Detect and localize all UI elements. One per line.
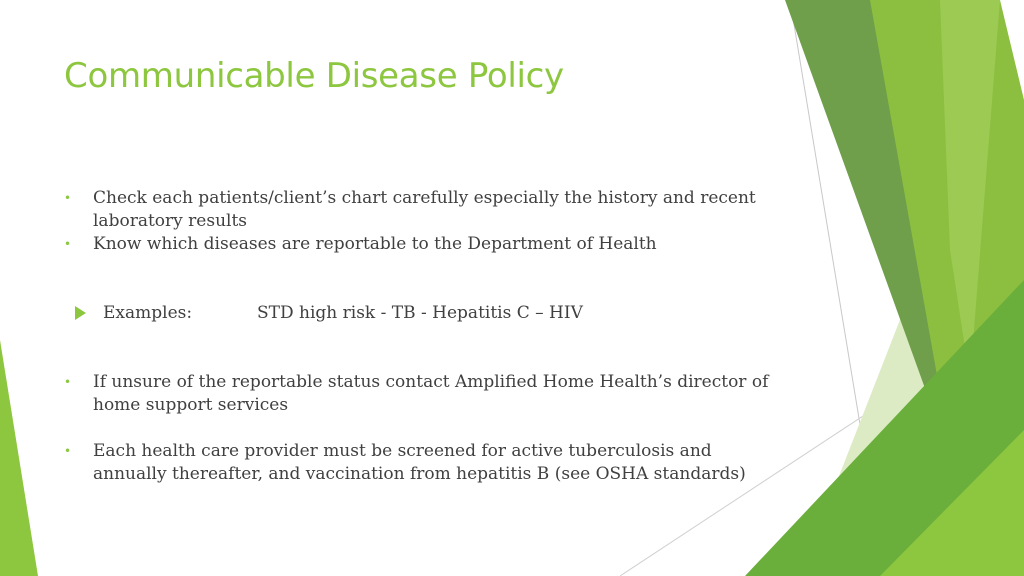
arrow-bullet-icon (75, 306, 86, 320)
examples-value: STD high risk - TB - Hepatitis C – HIV (257, 303, 583, 323)
bullet-text: Each health care provider must be screened for active tuberculosis and annually thereafter, and vaccination from hepatitis B (see OSHA standards) (93, 441, 746, 484)
bullet-item (64, 233, 773, 256)
slide-title: Communicable Disease Policy (64, 56, 564, 96)
bullet-icon: • (64, 444, 72, 458)
examples-label: Examples: (103, 303, 193, 323)
bullet-item (64, 440, 773, 486)
bullet-item (64, 187, 773, 233)
decor-shape-left (0, 340, 38, 576)
bullet-icon: • (64, 191, 72, 205)
bullet-item (64, 371, 773, 417)
bullet-icon: • (64, 375, 72, 389)
bullet-text: Know which diseases are reportable to the Department of Health (93, 234, 657, 254)
bullet-icon: • (64, 237, 72, 251)
bullet-text: If unsure of the reportable status contact Amplified Home Health’s director of home support services (93, 372, 769, 415)
bullet-text: Check each patients/client’s chart carefully especially the history and recent laboratory results (93, 188, 756, 231)
